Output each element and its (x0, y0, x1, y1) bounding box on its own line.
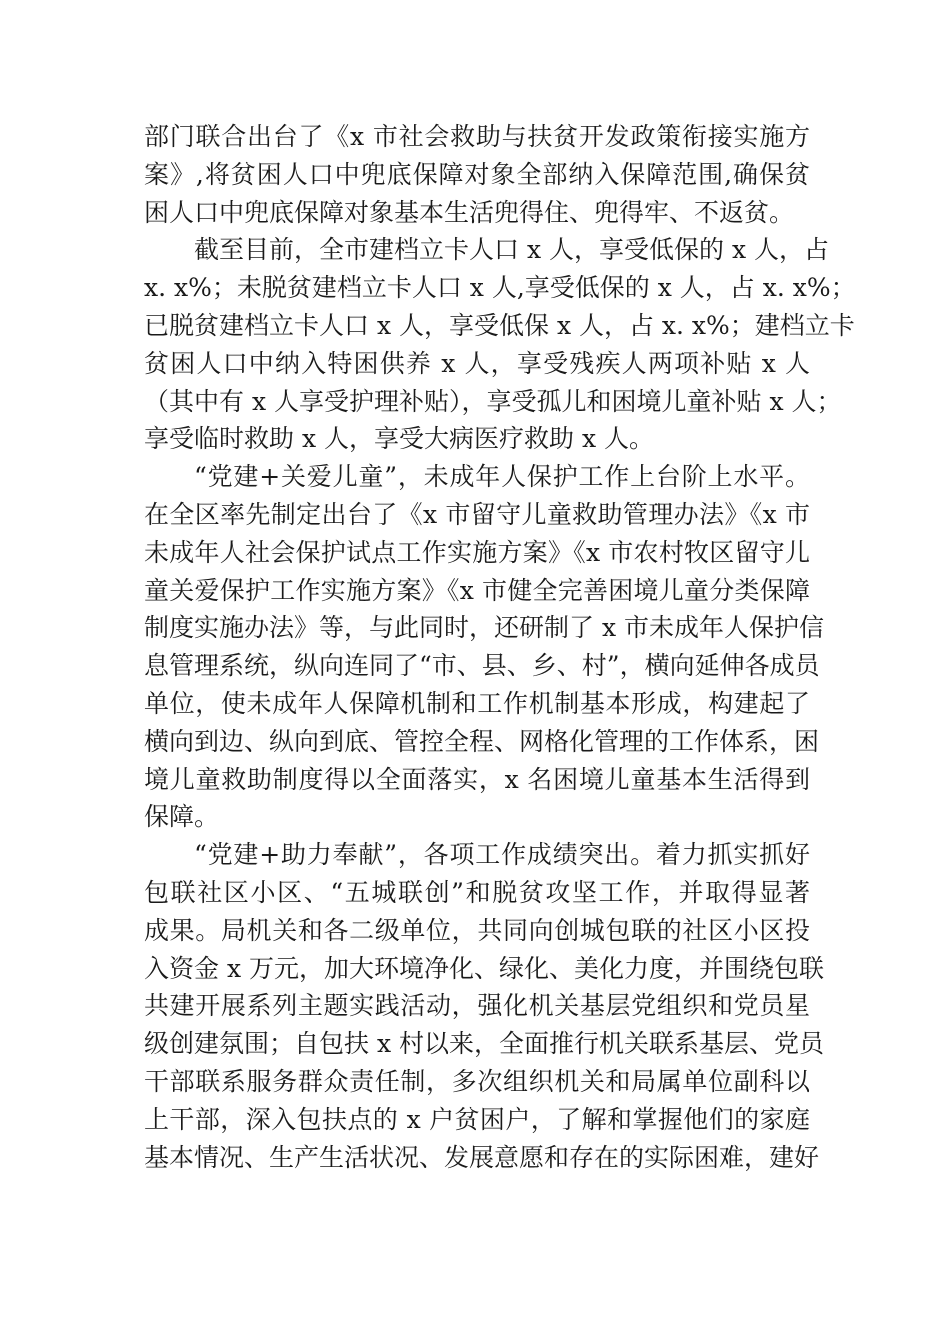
text-line: 基本情况、生产生活状况、发展意愿和存在的实际困难，建好 (144, 1142, 820, 1172)
paragraph-2 (144, 231, 856, 458)
text-line: 部门联合出台了《x 市社会救助与扶贫开发政策衔接实施方 (144, 122, 810, 151)
text-line: “党建+关爱儿童”，未成年人保护工作上台阶上水平。 (194, 462, 810, 492)
text-line: 贫困人口中纳入特困供养 x 人，享受残疾人两项补贴 x 人 (144, 348, 810, 378)
text-line: 息管理系统，纵向连同了“市、县、乡、村”，横向延伸各成员 (144, 651, 820, 681)
text-line: 困人口中兜底保障对象基本生活兜得住、兜得牢、不返贫。 (144, 197, 795, 227)
text-line: 级创建氛围；自包扶 x 村以来，全面推行机关联系基层、党员 (144, 1029, 824, 1059)
text-line: 共建开展系列主题实践活动，强化机关基层党组织和党员星 (144, 991, 810, 1021)
document-body (144, 118, 856, 1176)
text-line: 截至目前，全市建档立卡人口 x 人，享受低保的 x 人，占 (194, 235, 829, 265)
text-line: 上干部，深入包扶点的 x 户贫困户，了解和掌握他们的家庭 (144, 1104, 810, 1134)
text-line: “党建+助力奉献”，各项工作成绩突出。着力抓实抓好 (194, 840, 810, 870)
text-line: 案》,将贫困人口中兜底保障对象全部纳入保障范围,确保贫 (144, 159, 810, 189)
text-line: 在全区率先制定出台了《x 市留守儿童救助管理办法》《x 市 (144, 499, 810, 529)
paragraph-4 (144, 836, 824, 1176)
text-line: 境儿童救助制度得以全面落实，x 名困境儿童基本生活得到 (144, 764, 810, 794)
text-line: （其中有 x 人享受护理补贴），享受孤儿和困境儿童补贴 x 人； (144, 386, 842, 416)
text-line: 成果。局机关和各二级单位，共同向创城包联的社区小区投 (144, 915, 810, 945)
text-line: 制度实施办法》等，与此同时，还研制了 x 市未成年人保护信 (144, 613, 824, 643)
text-line: 享受临时救助 x 人，享受大病医疗救助 x 人。 (144, 424, 654, 454)
text-line: 保障。 (144, 802, 220, 832)
text-line: 干部联系服务群众责任制，多次组织机关和局属单位副科以 (144, 1066, 810, 1096)
text-line: 包联社区小区、“五城联创”和脱贫攻坚工作，并取得显著 (144, 877, 810, 907)
text-line: 未成年人社会保护试点工作实施方案》《x 市农村牧区留守儿 (144, 537, 810, 567)
text-line: 横向到边、纵向到底、管控全程、网格化管理的工作体系，困 (144, 726, 820, 756)
paragraph-3 (144, 458, 824, 836)
text-line: 入资金 x 万元，加大环境净化、绿化、美化力度，并围绕包联 (144, 953, 824, 983)
text-line: 童关爱保护工作实施方案》《x 市健全完善困境儿童分类保障 (144, 575, 810, 605)
text-line: 已脱贫建档立卡人口 x 人，享受低保 x 人，占 x. x%；建档立卡 (144, 310, 855, 340)
text-line: x. x%；未脱贫建档立卡人口 x 人,享受低保的 x 人，占 x. x%； (144, 273, 856, 303)
text-line: 单位，使未成年人保障机制和工作机制基本形成，构建起了 (144, 688, 810, 718)
paragraph-1 (144, 118, 810, 231)
